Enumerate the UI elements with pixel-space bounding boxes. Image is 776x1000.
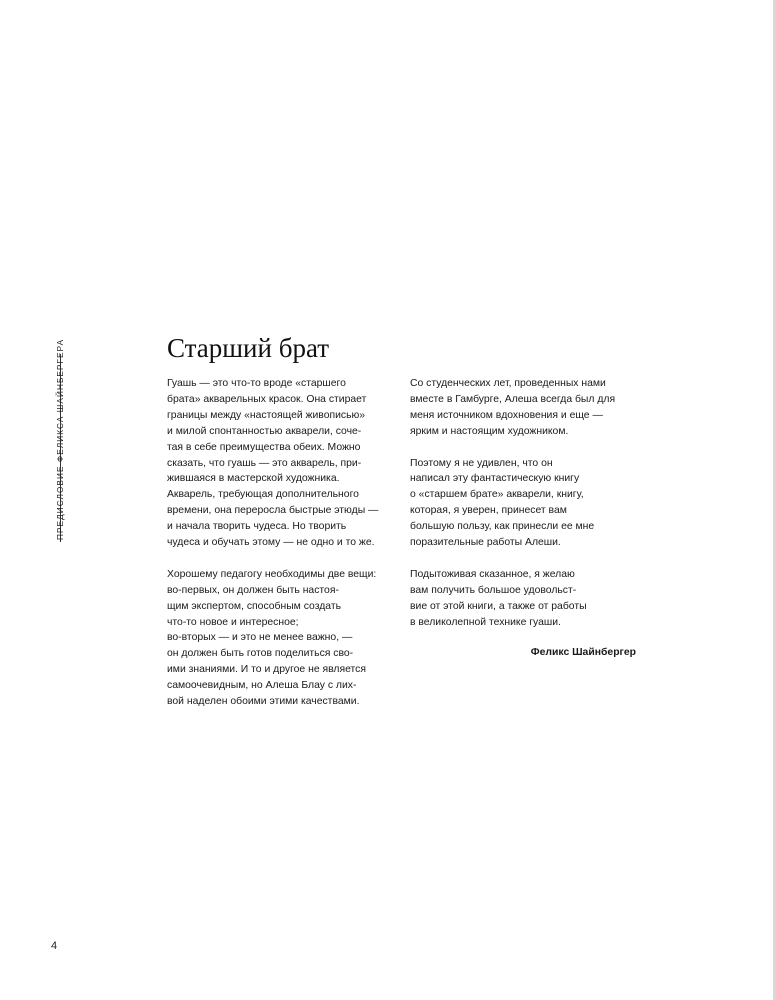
text-line: поразительные работы Алеши. <box>410 537 561 549</box>
text-line: которая, я уверен, принесет вам <box>410 505 567 517</box>
text-line: вместе в Гамбурге, Алеша всегда был для <box>410 393 616 405</box>
text-line: Со студенческих лет, проведенных нами <box>410 378 606 389</box>
text-line: границы между «настоящей живописью» <box>167 409 366 421</box>
right-text-column <box>410 376 650 646</box>
text-line: ярким и настоящим художником. <box>410 425 569 437</box>
page-number: 4 <box>51 940 58 952</box>
text-line: во-вторых — и это не менее важно, — <box>167 632 353 644</box>
paragraph <box>410 567 650 631</box>
text-line: Акварель, требующая дополнительного <box>167 489 359 501</box>
text-line: сказать, что гуашь — это акварель, при- <box>167 457 362 469</box>
text-line: и милой спонтанностью акварели, соче- <box>167 425 362 437</box>
text-line: что-то новое и интересное; <box>167 616 299 628</box>
text-line: самоочевидным, но Алеша Блау с лих- <box>167 680 357 692</box>
paragraph <box>167 376 407 551</box>
text-line: вам получить большое удовольст- <box>410 584 577 596</box>
text-line: Хорошему педагогу необходимы две вещи: <box>167 568 377 580</box>
text-line: во-первых, он должен быть настоя- <box>167 584 339 596</box>
text-line: большую пользу, как принесли ее мне <box>410 521 595 533</box>
text-line: Поэтому я не удивлен, что он <box>410 457 553 469</box>
text-line: в великолепной технике гуаши. <box>410 616 561 628</box>
text-line: вой наделен обоими этими качествами. <box>167 696 360 708</box>
text-line: времени, она переросла быстрые этюды — <box>167 505 379 517</box>
page-title: Старший брат <box>167 333 330 363</box>
text-line: и начала творить чудеса. Но творить <box>167 521 347 533</box>
left-text-column <box>167 376 407 726</box>
paragraph <box>167 567 407 710</box>
author-signature: Феликс Шайнбергер <box>530 647 636 658</box>
text-line: ими знаниями. И то и другое не является <box>167 664 366 676</box>
text-line: меня источником вдохновения и еще — <box>410 409 603 421</box>
text-line: Подытоживая сказанное, я желаю <box>410 568 575 580</box>
text-line: вие от этой книги, а также от работы <box>410 600 587 612</box>
text-line: чудеса и обучать этому — не одно и то же. <box>167 537 375 549</box>
paragraph <box>410 456 650 551</box>
paragraph <box>410 376 650 440</box>
text-line: брата» акварельных красок. Она стирает <box>167 393 367 405</box>
text-line: жившаяся в мастерской художника. <box>167 473 340 485</box>
text-line: написал эту фантастическую книгу <box>410 473 580 485</box>
text-line: о «старшем брате» акварели, книгу, <box>410 489 584 501</box>
text-line: тая в себе преимущества обеих. Можно <box>167 441 361 453</box>
text-line: щим экспертом, способным создать <box>167 600 342 612</box>
section-side-label: ПРЕДИСЛОВИЕ ФЕЛИКСА ШАЙНБЕРГЕРА <box>56 338 65 540</box>
text-line: Гуашь — это что-то вроде «старшего <box>167 378 346 389</box>
text-line: он должен быть готов поделиться сво- <box>167 648 354 660</box>
